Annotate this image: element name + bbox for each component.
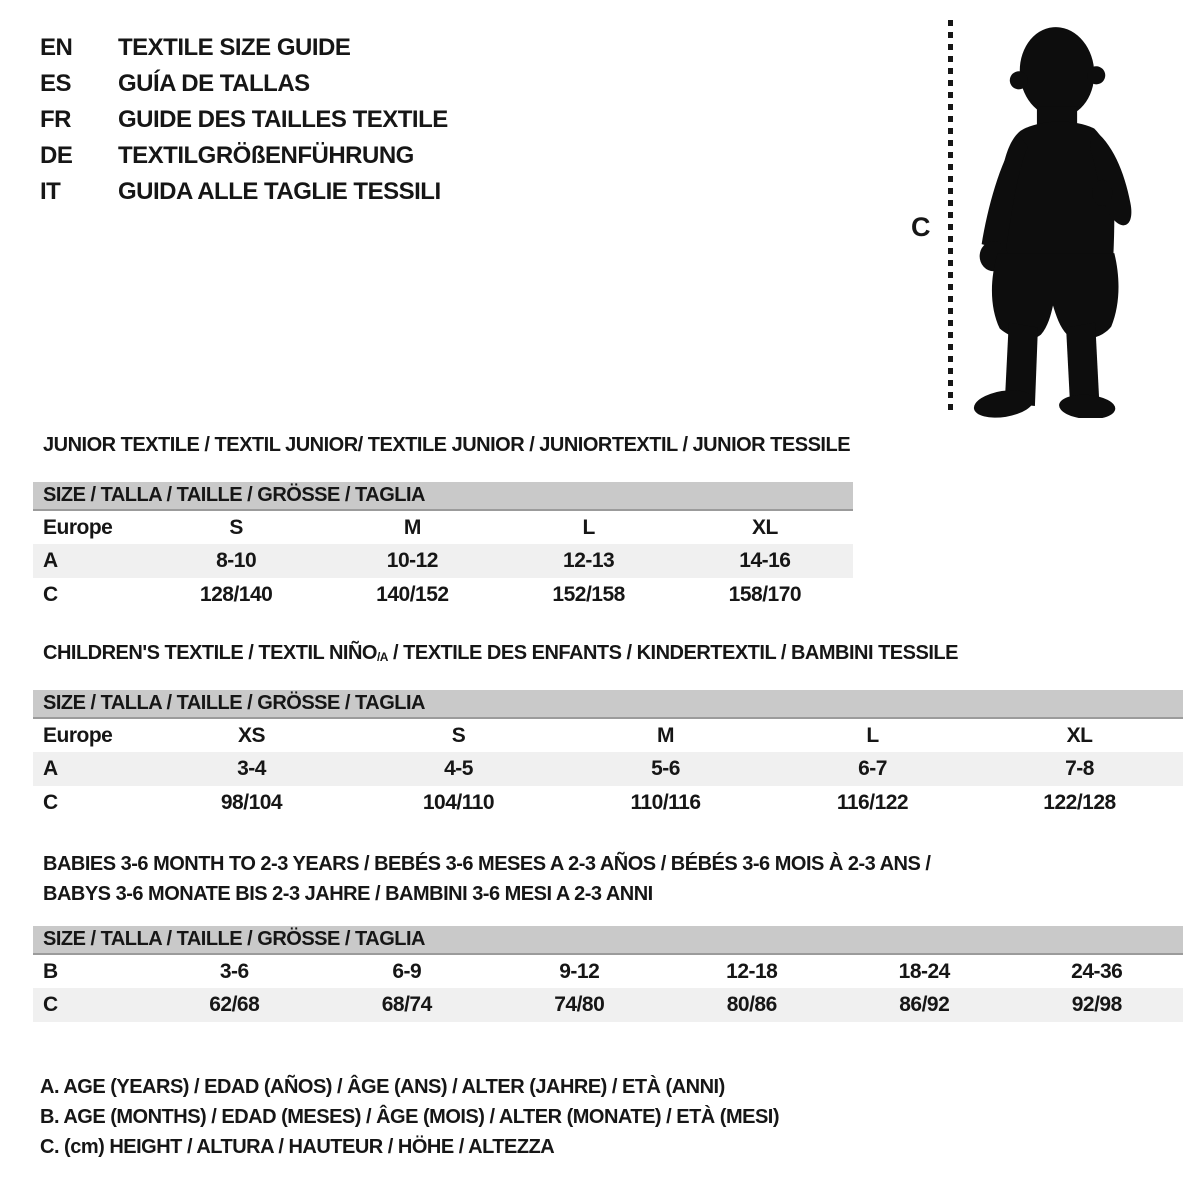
- language-code: EN: [40, 34, 73, 61]
- size-value-cell: XL: [1066, 723, 1093, 747]
- size-value-cell: 7-8: [976, 752, 1183, 786]
- babies-section-heading: [43, 849, 930, 909]
- table-row: [33, 544, 853, 578]
- size-value-cell: 24-36: [1071, 959, 1123, 983]
- language-title: GUIDA ALLE TAGLIE TESSILI: [118, 178, 441, 205]
- junior-section-heading: JUNIOR TEXTILE / TEXTIL JUNIOR/ TEXTILE JUNIOR / JUNIORTEXTIL / JUNIOR TESSILE: [43, 434, 851, 456]
- size-value-cell: 5-6: [562, 752, 769, 786]
- babies-heading-line1: BABIES 3-6 MONTH TO 2-3 YEARS / BEBÉS 3-6 MESES A 2-3 AÑOS / BÉBÉS 3-6 MOIS À 2-3 ANS /: [43, 853, 931, 875]
- language-row: [40, 102, 448, 138]
- size-header-cell: SIZE / TALLA / TAILLE / GRÖSSE / TAGLIA: [33, 482, 853, 510]
- size-header-cell: SIZE / TALLA / TAILLE / GRÖSSE / TAGLIA: [33, 926, 1183, 954]
- babies-heading-line2: BABYS 3-6 MONATE BIS 2-3 JAHRE / BAMBINI 3-6 MESI A 2-3 ANNI: [43, 883, 653, 905]
- size-value-cell: 12-13: [501, 544, 677, 578]
- size-value-cell: 86/92: [838, 988, 1011, 1022]
- row-label-cell: A: [33, 752, 148, 786]
- row-label-cell: A: [33, 544, 148, 578]
- size-value-cell: 80/86: [666, 988, 839, 1022]
- size-value-cell: 74/80: [493, 988, 666, 1022]
- size-value-cell: 14-16: [677, 544, 853, 578]
- size-value-cell: 6-7: [769, 752, 976, 786]
- size-value-cell: 8-10: [148, 544, 324, 578]
- legend-line-b: B. AGE (MONTHS) / EDAD (MESES) / ÂGE (MOIS) / ALTER (MONATE) / ETÀ (MESI): [40, 1106, 780, 1128]
- size-value-cell: 18-24: [898, 959, 950, 983]
- size-value-cell: 9-12: [559, 959, 600, 983]
- children-heading-pre: CHILDREN'S TEXTILE / TEXTIL NIÑO: [43, 642, 377, 664]
- row-label-cell: B: [43, 959, 58, 983]
- size-value-cell: 110/116: [630, 791, 701, 814]
- legend: [40, 1072, 779, 1162]
- row-label-cell: Europe: [43, 723, 113, 747]
- table-row: [33, 690, 1183, 718]
- children-size-table: [33, 690, 1183, 820]
- size-value-cell: XS: [237, 723, 265, 747]
- table-row: [33, 578, 853, 612]
- size-value-cell: 3-4: [148, 752, 355, 786]
- size-value-cell: XL: [751, 515, 778, 539]
- size-value-cell: 10-12: [324, 544, 500, 578]
- children-heading-subscript: /A: [376, 650, 388, 664]
- size-value-cell: S: [229, 515, 243, 539]
- row-label-cell: C: [33, 988, 148, 1022]
- size-value-cell: L: [866, 723, 879, 747]
- size-value-cell: 92/98: [1011, 988, 1184, 1022]
- children-heading-post: / TEXTILE DES ENFANTS / KINDERTEXTIL / BAMBINI TESSILE: [387, 642, 958, 664]
- size-value-cell: 104/110: [422, 791, 495, 814]
- row-label-cell: C: [43, 791, 58, 814]
- size-value-cell: 128/140: [199, 583, 273, 606]
- language-title: GUÍA DE TALLAS: [118, 70, 310, 97]
- junior-size-table: [33, 482, 853, 612]
- size-value-cell: 152/158: [552, 583, 625, 606]
- toddler-silhouette-icon: [962, 16, 1144, 418]
- children-section-heading: [43, 642, 958, 665]
- language-row: [40, 30, 448, 66]
- row-label-cell: C: [43, 583, 58, 606]
- language-title: TEXTILGRÖßENFÜHRUNG: [118, 142, 414, 169]
- size-value-cell: 116/122: [836, 791, 909, 814]
- language-list: [40, 30, 448, 210]
- size-value-cell: 122/128: [1043, 791, 1116, 814]
- language-code: IT: [40, 178, 61, 205]
- legend-line-c: C. (cm) HEIGHT / ALTURA / HAUTEUR / HÖHE / ALTEZZA: [40, 1136, 555, 1158]
- language-row: [40, 66, 448, 102]
- size-value-cell: 3-6: [219, 959, 249, 983]
- size-value-cell: 12-18: [726, 959, 778, 983]
- language-title: GUIDE DES TAILLES TEXTILE: [118, 106, 448, 133]
- size-value-cell: S: [451, 723, 466, 747]
- table-row: [33, 954, 1183, 988]
- size-value-cell: M: [403, 515, 421, 539]
- row-label-cell: Europe: [43, 515, 113, 539]
- legend-line-a: A. AGE (YEARS) / EDAD (AÑOS) / ÂGE (ANS) / ALTER (JAHRE) / ETÀ (ANNI): [40, 1076, 725, 1098]
- language-code: DE: [40, 142, 73, 169]
- size-value-cell: 4-5: [355, 752, 562, 786]
- babies-size-table: [33, 926, 1183, 1022]
- table-row: [33, 988, 1183, 1022]
- table-row: [33, 510, 853, 544]
- size-value-cell: M: [657, 723, 674, 747]
- size-value-cell: 158/170: [728, 583, 802, 606]
- table-row: [33, 752, 1183, 786]
- table-row: [33, 926, 1183, 954]
- language-row: [40, 138, 448, 174]
- height-measure-line: [948, 20, 953, 416]
- size-value-cell: 68/74: [321, 988, 494, 1022]
- language-code: FR: [40, 106, 71, 133]
- table-row: [33, 786, 1183, 820]
- language-row: [40, 174, 448, 210]
- language-code: ES: [40, 70, 72, 97]
- language-title: TEXTILE SIZE GUIDE: [118, 34, 351, 61]
- figure-height-label: C: [911, 212, 931, 242]
- size-value-cell: 6-9: [392, 959, 422, 983]
- table-row: [33, 482, 853, 510]
- size-header-cell: SIZE / TALLA / TAILLE / GRÖSSE / TAGLIA: [33, 690, 1183, 718]
- size-value-cell: L: [582, 515, 595, 539]
- size-value-cell: 98/104: [220, 791, 283, 814]
- size-value-cell: 62/68: [148, 988, 321, 1022]
- table-row: [33, 718, 1183, 752]
- size-value-cell: 140/152: [376, 583, 449, 606]
